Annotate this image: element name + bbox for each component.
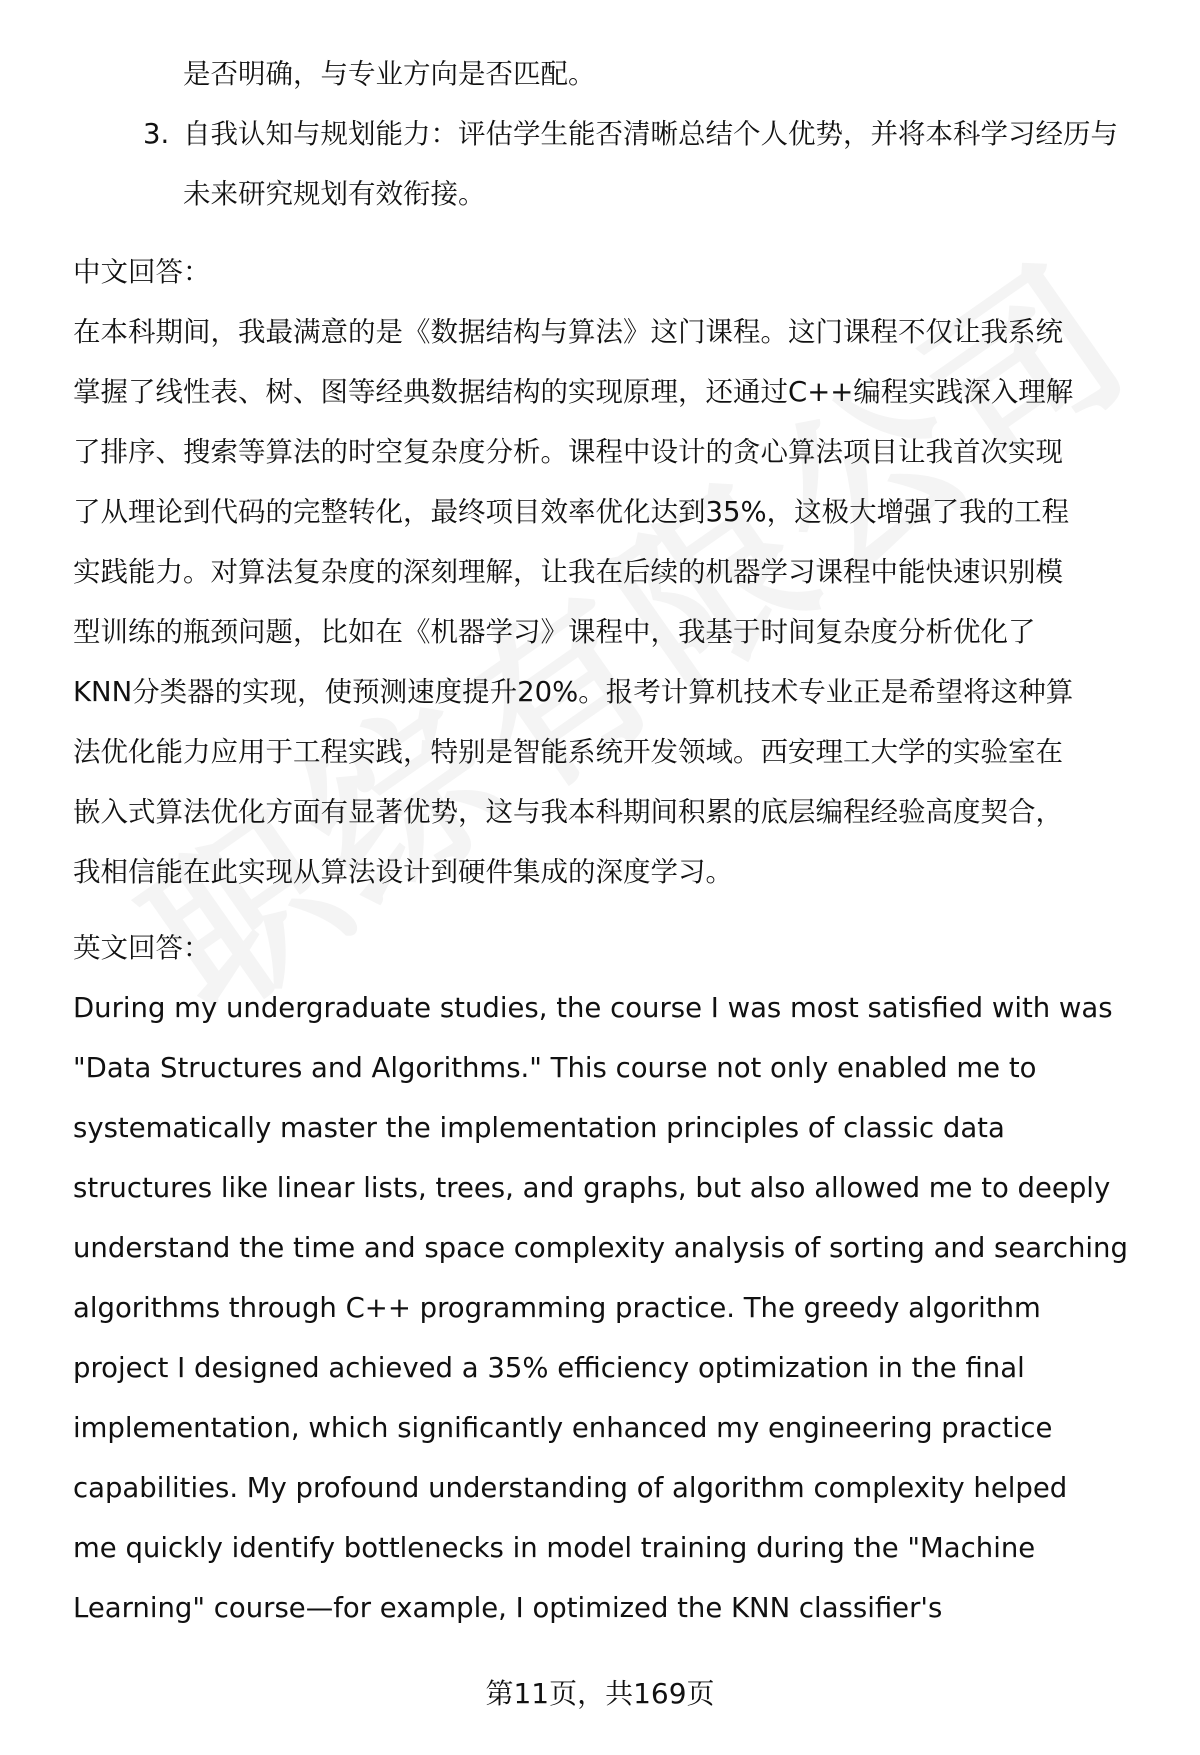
chinese-answer-line: KNN分类器的实现，使预测速度提升20%。报考计算机技术专业正是希望将这种算 xyxy=(73,676,1074,708)
english-answer-line: understand the time and space complexity analysis of sorting and searching xyxy=(73,1232,1128,1264)
chinese-answer-line: 实践能力。对算法复杂度的深刻理解，让我在后续的机器学习课程中能快速识别模 xyxy=(73,556,1063,588)
english-answer-text xyxy=(73,978,1163,1638)
list-item-3 xyxy=(128,104,1163,164)
english-answer-label: 英文回答： xyxy=(73,932,211,964)
english-answer-line: structures like linear lists, trees, and graphs, but also allowed me to deeply xyxy=(73,1172,1111,1204)
english-answer-line: implementation, which significantly enhanced my engineering practice xyxy=(73,1412,1053,1444)
chinese-answer-line: 在本科期间，我最满意的是《数据结构与算法》这门课程。这门课程不仅让我系统 xyxy=(73,316,1063,348)
english-answer-line: "Data Structures and Algorithms." This course not only enabled me to xyxy=(73,1052,1037,1084)
chinese-answer-line: 法优化能力应用于工程实践，特别是智能系统开发领域。西安理工大学的实验室在 xyxy=(73,736,1063,768)
document-body xyxy=(73,0,1163,1638)
english-answer-section xyxy=(73,918,1163,1638)
chinese-answer-line: 我相信能在此实现从算法设计到硬件集成的深度学习。 xyxy=(73,856,733,888)
list-number: 3. xyxy=(143,118,170,150)
english-answer-line: During my undergraduate studies, the course I was most satisfied with was xyxy=(73,992,1113,1024)
chinese-answer-line: 嵌入式算法优化方面有显著优势，这与我本科期间积累的底层编程经验高度契合， xyxy=(73,796,1063,828)
english-answer-line: algorithms through C++ programming practice. The greedy algorithm xyxy=(73,1292,1041,1324)
chinese-answer-text xyxy=(73,302,1163,902)
english-answer-line: systematically master the implementation principles of classic data xyxy=(73,1112,1005,1144)
chinese-answer-label: 中文回答： xyxy=(73,256,211,288)
english-answer-line: capabilities. My profound understanding of algorithm complexity helped xyxy=(73,1472,1068,1504)
chinese-answer-section xyxy=(73,242,1163,902)
list-item-text: 自我认知与规划能力：评估学生能否清晰总结个人优势，并将本科学习经历与 xyxy=(183,118,1118,150)
english-answer-line: Learning" course—for example, I optimized the KNN classifier's xyxy=(73,1592,943,1624)
intro-list xyxy=(73,44,1163,224)
english-answer-line: project I designed achieved a 35% efficiency optimization in the final xyxy=(73,1352,1025,1384)
chinese-answer-line: 了从理论到代码的完整转化，最终项目效率优化达到35%，这极大增强了我的工程 xyxy=(73,496,1070,528)
chinese-answer-line: 了排序、搜索等算法的时空复杂度分析。课程中设计的贪心算法项目让我首次实现 xyxy=(73,436,1063,468)
page-number: 第11页，共169页 xyxy=(485,1677,715,1710)
list-continuation: 是否明确，与专业方向是否匹配。 xyxy=(183,58,596,90)
chinese-answer-line: 掌握了线性表、树、图等经典数据结构的实现原理，还通过C++编程实践深入理解 xyxy=(73,376,1074,408)
english-answer-line: me quickly identify bottlenecks in model training during the "Machine xyxy=(73,1532,1036,1564)
list-item-text-cont: 未来研究规划有效衔接。 xyxy=(183,178,486,210)
chinese-answer-line: 型训练的瓶颈问题，比如在《机器学习》课程中，我基于时间复杂度分析优化了 xyxy=(73,616,1036,648)
